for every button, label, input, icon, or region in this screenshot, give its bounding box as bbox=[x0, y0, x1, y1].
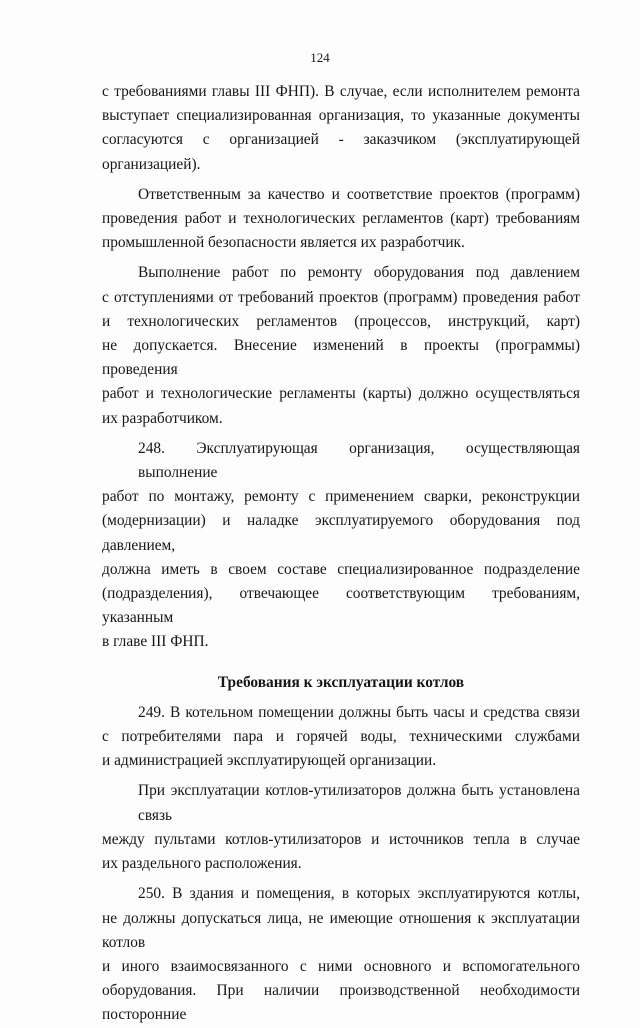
text-line: между пультами котлов-утилизаторов и источников тепла в случае bbox=[102, 830, 580, 848]
paragraph bbox=[102, 779, 580, 876]
paragraph bbox=[102, 882, 580, 1027]
text-line: и технологических регламентов (процессов, инструкций, карт) bbox=[102, 312, 580, 330]
text-line: работ по монтажу, ремонту с применением сварки, реконструкции bbox=[102, 488, 580, 506]
text-line: 248. Эксплуатирующая организация, осуществляющая выполнение bbox=[138, 439, 580, 482]
text-line: их раздельного расположения. bbox=[102, 855, 302, 873]
document-body bbox=[102, 80, 580, 1028]
text-line: (модернизации) и наладке эксплуатируемого оборудования под давлением, bbox=[102, 512, 580, 554]
text-line: с требованиями главы III ФНП). В случае, если исполнителем ремонта bbox=[102, 83, 580, 100]
page-number: 124 bbox=[310, 50, 330, 65]
paragraph bbox=[102, 183, 580, 256]
paragraph bbox=[102, 701, 580, 774]
text-line: с отступлениями от требований проектов (программ) проведения работ bbox=[102, 288, 580, 306]
text-line: не должны допускаться лица, не имеющие отношения к эксплуатации котлов bbox=[102, 909, 580, 951]
text-line: (подразделения), отвечающее соответствующим требованиям, указанным bbox=[102, 585, 580, 627]
text-line: оборудования. При наличии производственной необходимости посторонние bbox=[102, 982, 580, 1024]
text-line: Выполнение работ по ремонту оборудования под давлением bbox=[138, 264, 580, 282]
text-line: работ и технологические регламенты (карты) должно осуществляться bbox=[102, 385, 580, 403]
text-line: должна иметь в своем составе специализированное подразделение bbox=[102, 560, 580, 578]
text-line: Ответственным за качество и соответствие проектов (программ) bbox=[138, 185, 580, 203]
text-line: согласуются с организацией - заказчиком (эксплуатирующей организацией). bbox=[102, 131, 580, 173]
paragraph bbox=[102, 80, 580, 177]
text-line: не допускается. Внесение изменений в проекты (программы) проведения bbox=[102, 337, 580, 379]
text-line: в главе III ФНП. bbox=[102, 633, 209, 651]
section-heading: Требования к эксплуатации котлов bbox=[217, 673, 465, 691]
text-line: 249. В котельном помещении должны быть часы и средства связи bbox=[138, 703, 580, 721]
text-line: промышленной безопасности является их разработчик. bbox=[102, 234, 465, 252]
text-line: выступает специализированная организация, то указанные документы bbox=[102, 107, 580, 125]
text-line: и иного взаимосвязанного с ними основного и вспомогательного bbox=[102, 957, 580, 975]
text-line: с потребителями пара и горячей воды, техническими службами bbox=[102, 728, 580, 746]
text-line: проведения работ и технологических регламентов (карт) требованиям bbox=[102, 210, 580, 228]
text-line: При эксплуатации котлов-утилизаторов должна быть установлена связь bbox=[138, 782, 580, 824]
paragraph bbox=[102, 437, 580, 655]
paragraph bbox=[102, 261, 580, 430]
text-line: и администрацией эксплуатирующей организации. bbox=[102, 752, 437, 770]
text-line: 250. В здания и помещения, в которых эксплуатируются котлы, bbox=[138, 885, 580, 903]
text-line: их разработчиком. bbox=[102, 409, 223, 427]
